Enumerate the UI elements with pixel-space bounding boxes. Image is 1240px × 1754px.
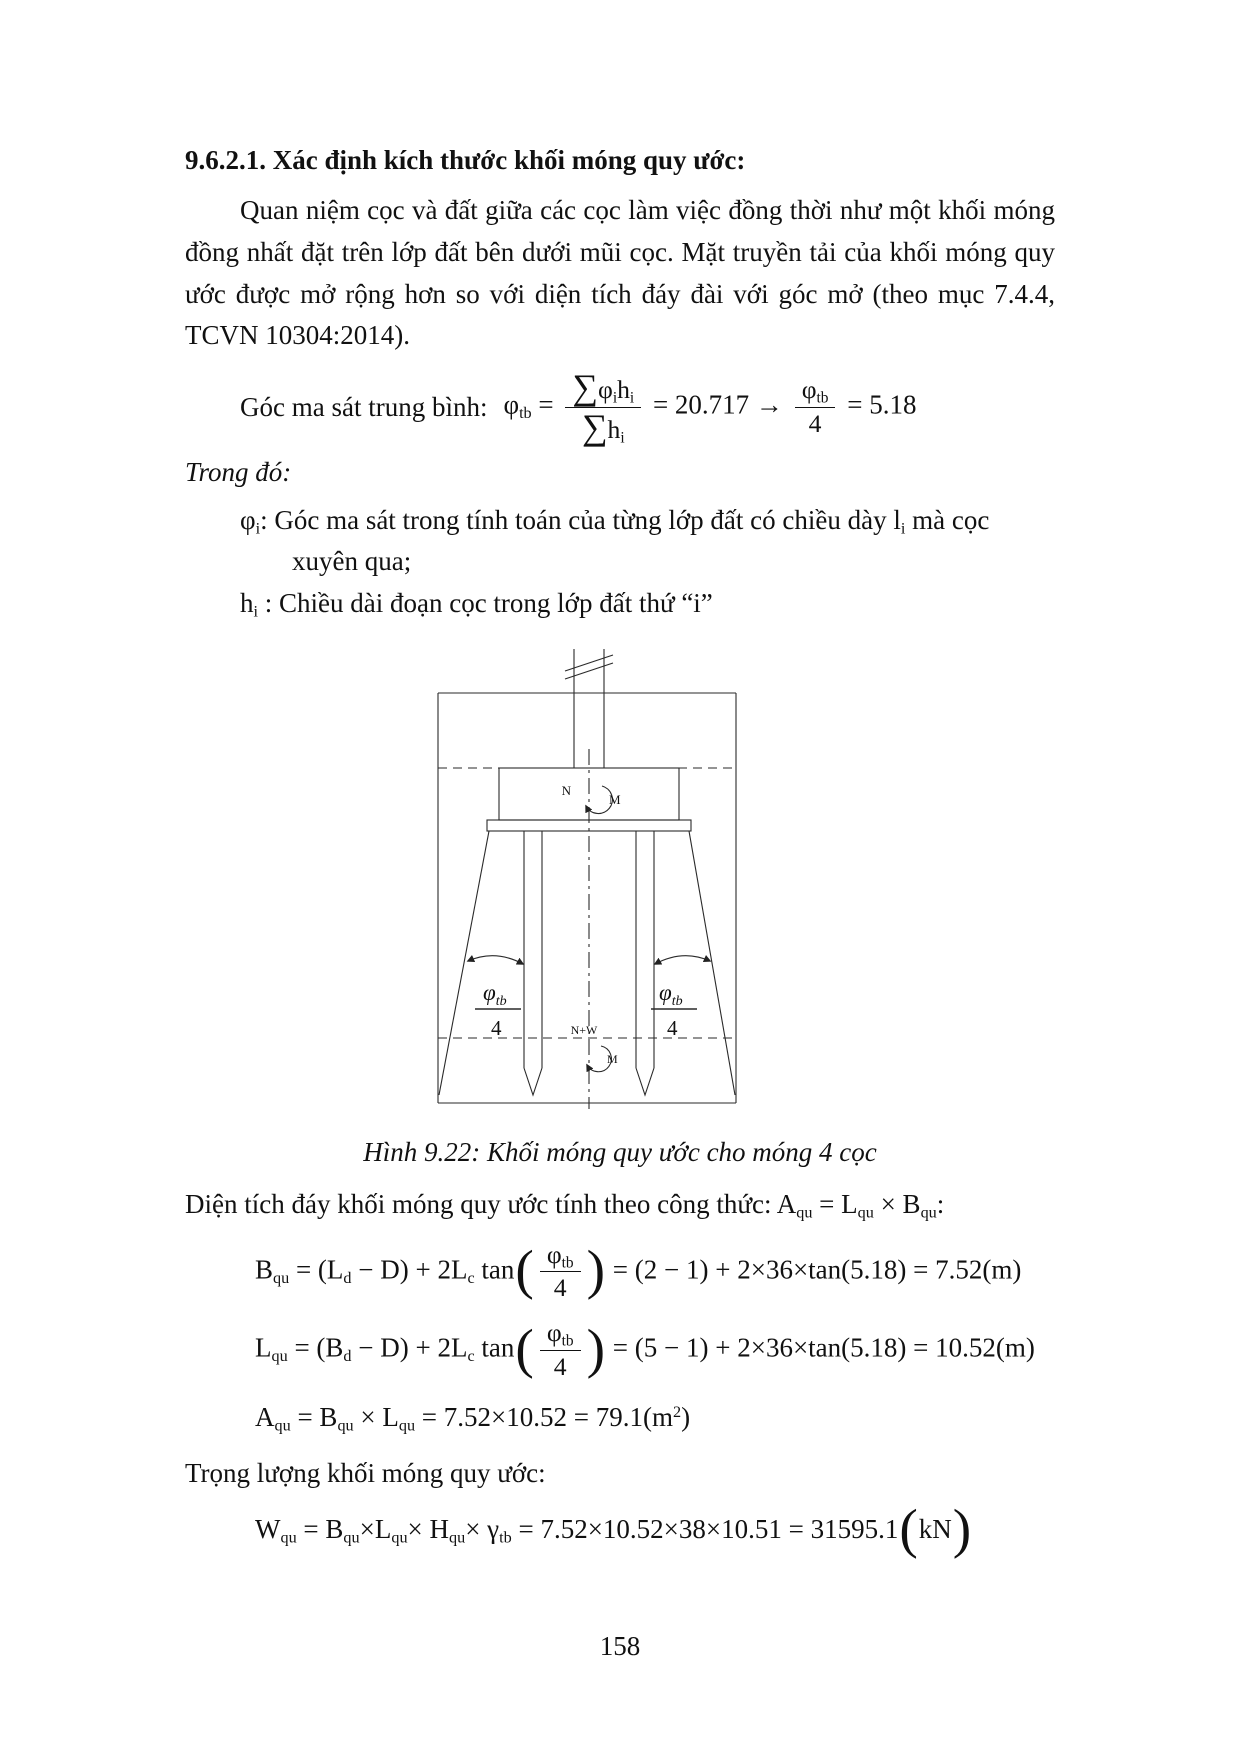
friction-angle-formula bbox=[240, 369, 1055, 446]
spread-diagonals bbox=[439, 831, 735, 1095]
trong-do-label: Trong đó: bbox=[185, 456, 292, 487]
angle-fraction-right-den: 4 bbox=[667, 1016, 678, 1041]
aqu-formula: $A_{qu} = B_{qu} \times L_{qu} = 7.52\times 10.52 = 79.1(m^2)$ bbox=[255, 1401, 691, 1435]
intro-paragraph: Quan niệm cọc và đất giữa các cọc làm việc đồng thời như một khối móng đồng nhất đặt trên lớp đất bên dưới mũi cọc. Mặt truyền tải của khối móng quy ước được mở rộng hơn so với diện tích đáy đài với góc mở (theo mục 7.4.4, TCVN 10304:2014). bbox=[185, 194, 1055, 351]
pile-tip bbox=[636, 1068, 654, 1095]
pile-tip bbox=[524, 1068, 542, 1095]
angle-fraction-left-num: $\varphi_{tb}$ bbox=[483, 980, 507, 1010]
angle-arc-left bbox=[468, 956, 523, 964]
break-symbol bbox=[565, 655, 613, 671]
hi-definition: $h_i$ : Chiều dài đoạn cọc trong lớp đất thứ “i” bbox=[240, 588, 713, 621]
weight-label: Trọng lượng khối móng quy ước: bbox=[185, 1457, 546, 1488]
lqu-formula: $L_{qu} = (B_d - D) + 2L_c$ tan( $\frac{\varphi_{tb}}{4}$ ) = (5 − 1) + 2×36×tan(5.18) = 10.52(m) bbox=[255, 1317, 1035, 1382]
foundation-diagram bbox=[437, 643, 747, 1113]
area-intro-line: Diện tích đáy khối móng quy ước tính theo công thức: $A_{qu} = L_{qu} \times B_{qu}$: bbox=[185, 1188, 945, 1222]
angle-fraction-left-den: 4 bbox=[491, 1016, 502, 1041]
section-heading: 9.6.2.1. Xác định kích thước khối móng quy ước: bbox=[185, 145, 746, 175]
axial-load-label: N bbox=[561, 783, 571, 799]
friction-formula-math: $\varphi_{tb}$ = $\frac{\sum\varphi_ih_i}{\sum h_i}$ = 20.717 → $\frac{\varphi_{tb}}{4}$ = 5.18 bbox=[503, 367, 917, 447]
base-load-label: N+W bbox=[570, 1023, 598, 1038]
moment-label-top: M bbox=[609, 792, 621, 808]
friction-formula-label: Góc ma sát trung bình: bbox=[240, 391, 488, 422]
phi-definition: $\varphi_i$: Góc ma sát trong tính toán của từng lớp đất có chiều dày $l_i$ mà cọc xuyên qua; bbox=[240, 504, 990, 577]
wqu-formula: $W_{qu} = B_{qu}\times L_{qu}\times H_{qu}\times \gamma_{tb} = 7.52\times 10.52\times 38\times 10.51 = 31595.1(kN)$ bbox=[255, 1498, 972, 1560]
page-number: 158 bbox=[599, 1631, 641, 1661]
figure-9-22 bbox=[437, 643, 747, 1126]
angle-arc-right bbox=[655, 956, 710, 964]
bqu-formula: $B_{qu} = (L_d - D) + 2L_c$ tan( $\frac{\varphi_{tb}}{4}$ ) = (2 − 1) + 2×36×tan(5.18) = 7.52(m) bbox=[255, 1238, 1022, 1303]
angle-fraction-right-num: $\varphi_{tb}$ bbox=[659, 980, 683, 1010]
figure-caption: Hình 9.22: Khối móng quy ước cho móng 4 cọc bbox=[363, 1137, 877, 1167]
moment-label-bottom: M bbox=[607, 1052, 618, 1067]
block-boundary bbox=[438, 693, 736, 1103]
